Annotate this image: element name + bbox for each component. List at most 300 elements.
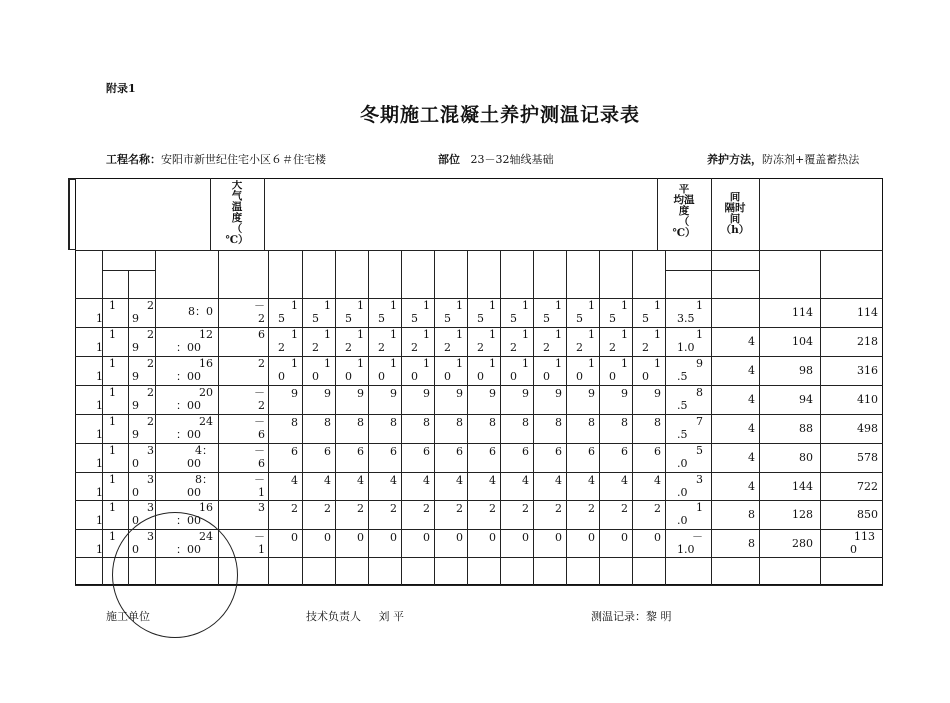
row-hole-top: 1 <box>390 299 397 312</box>
row-hole-bottom: 8 <box>456 416 463 429</box>
part-value: 23－32轴线基础 <box>470 153 554 166</box>
row-month-top: 1 <box>109 501 116 514</box>
row-maturity-this: 280 <box>792 538 813 550</box>
row-hole-4 <box>368 299 399 327</box>
row-air-temp-line: 3 <box>258 501 265 514</box>
row-hole-11 <box>599 357 630 385</box>
row-hole-top: 1 <box>357 357 364 370</box>
row-time-line: ：00 <box>176 428 201 441</box>
row-hole-bottom: 8 <box>423 416 430 429</box>
row-hole-bottom: 9 <box>390 387 397 400</box>
row-time <box>155 357 213 385</box>
row-month <box>82 444 128 472</box>
header-avg-temp-part: 平 <box>678 184 690 195</box>
header-day <box>128 278 155 292</box>
row-avg-temp <box>665 299 711 327</box>
row-avg-temp <box>665 530 711 557</box>
row-hole-4 <box>368 501 399 529</box>
row-hole-bottom: 9 <box>654 387 661 400</box>
row-hole-bottom: 6 <box>456 445 463 458</box>
row-hole-2 <box>302 473 333 500</box>
header-interval-part: 隔时 <box>724 202 746 214</box>
row-hole-9 <box>533 530 564 557</box>
row-hole-bottom: 9 <box>522 387 529 400</box>
row-hole-5 <box>401 530 432 557</box>
record-name: 黎 明 <box>646 610 672 623</box>
row-hole-3 <box>335 444 366 472</box>
project-info <box>106 151 326 167</box>
row-hole-bottom: 4 <box>357 474 364 487</box>
row-hole-top: 1 <box>555 299 562 312</box>
row-hole-bottom: 0 <box>642 370 649 383</box>
row-hole-2 <box>302 444 333 472</box>
row-day-top: 2 <box>147 357 154 370</box>
row-time <box>155 299 213 327</box>
row-hole-bottom: 0 <box>576 370 583 383</box>
row-hole-bottom: 2 <box>642 341 649 354</box>
header-avg-temp-part: 均温 <box>673 194 695 206</box>
project-label: 工程名称： <box>106 153 161 166</box>
row-hole-2 <box>302 501 333 529</box>
row-hole-bottom: 0 <box>278 370 285 383</box>
row-hole-bottom: 4 <box>555 474 562 487</box>
header-interval <box>711 192 759 250</box>
row-day-top: 2 <box>147 328 154 341</box>
row-day-top: 2 <box>147 415 154 428</box>
row-hole-bottom: 9 <box>489 387 496 400</box>
row-hole-8 <box>500 530 531 557</box>
row-day-bottom: 9 <box>132 341 139 354</box>
row-hole-7 <box>467 386 498 414</box>
row-hole-top: 1 <box>522 328 529 341</box>
row-hole-1 <box>268 357 300 385</box>
row-hole-10 <box>566 328 597 356</box>
row-hole-bottom: 9 <box>357 387 364 400</box>
row-hole-2 <box>302 530 333 557</box>
tech-name: 刘 平 <box>378 610 404 623</box>
header-interval-part: 间 <box>729 213 741 225</box>
record-label: 测温记录： <box>591 610 646 623</box>
hole-header-bottom-12 <box>638 273 665 285</box>
row-air-temp-line: － <box>254 415 265 428</box>
row-hole-4 <box>368 328 399 356</box>
row-maturity-this: 114 <box>792 307 813 319</box>
row-hole-bottom: 5 <box>576 312 583 325</box>
row-day-bottom: 0 <box>132 543 139 556</box>
row-month-top: 1 <box>109 415 116 428</box>
row-hole-bottom: 4 <box>621 474 628 487</box>
row-month <box>82 473 128 500</box>
row-hole-top: 1 <box>390 328 397 341</box>
row-air-temp <box>218 415 265 443</box>
row-time-line: 24 <box>199 530 213 543</box>
row-hole-2 <box>302 299 333 327</box>
row-time-line: 00 <box>187 457 201 470</box>
row-hole-top: 1 <box>291 357 298 370</box>
row-time <box>155 473 213 500</box>
page-title: 冬期施工混凝土养护测温记录表 <box>359 104 640 126</box>
row-hole-bottom: 6 <box>588 445 595 458</box>
row-hole-7 <box>467 473 498 500</box>
row-hole-top: 1 <box>423 328 430 341</box>
row-hole-bottom: 0 <box>411 370 418 383</box>
row-hole-bottom: 4 <box>390 474 397 487</box>
row-hole-bottom: 6 <box>555 445 562 458</box>
row-hole-bottom: 2 <box>609 341 616 354</box>
row-hole-bottom: 8 <box>390 416 397 429</box>
row-hole-2 <box>302 386 333 414</box>
row-hole-bottom: 4 <box>291 474 298 487</box>
row-month-bottom: 1 <box>96 457 103 470</box>
row-hole-top: 1 <box>390 357 397 370</box>
row-hole-top: 1 <box>654 357 661 370</box>
row-hole-12 <box>632 299 663 327</box>
row-hole-3 <box>335 357 366 385</box>
row-hole-6 <box>434 415 465 443</box>
row-hole-bottom: 9 <box>423 387 430 400</box>
row-month-top: 1 <box>109 444 116 457</box>
row-avg-bottom: 1.0 <box>677 341 695 354</box>
row-interval: 4 <box>748 394 755 406</box>
row-air-temp <box>218 328 265 356</box>
row-time-line: 00 <box>187 486 201 499</box>
row-month-top: 1 <box>109 530 116 543</box>
row-hole-bottom: 5 <box>278 312 285 325</box>
header-year <box>102 254 155 268</box>
header-month <box>102 278 128 292</box>
row-hole-3 <box>335 473 366 500</box>
row-time-line: 12 <box>199 328 213 341</box>
row-hole-bottom: 0 <box>357 531 364 544</box>
row-hole-bottom: 9 <box>291 387 298 400</box>
row-hole-5 <box>401 299 432 327</box>
row-interval: 8 <box>748 509 755 521</box>
hole-header-bottom-13 <box>671 273 711 285</box>
row-hole-3 <box>335 530 366 557</box>
row-avg-temp <box>665 473 711 500</box>
row-air-temp-line: － <box>254 299 265 312</box>
hole-header-bottom-7 <box>473 273 500 285</box>
row-interval: 8 <box>748 538 755 550</box>
row-hole-bottom: 0 <box>423 531 430 544</box>
row-interval: 4 <box>748 336 755 348</box>
row-hole-2 <box>302 357 333 385</box>
hole-header-bottom-4 <box>374 273 401 285</box>
row-maturity-total: 498 <box>857 423 878 435</box>
row-hole-bottom: 9 <box>456 387 463 400</box>
row-hole-9 <box>533 415 564 443</box>
row-avg-temp <box>665 415 711 443</box>
row-air-temp-line: 1 <box>258 486 265 499</box>
row-time-line: 16 <box>199 501 213 514</box>
header-air-temp <box>210 180 264 250</box>
row-time-line: 4： <box>195 444 213 457</box>
row-hole-12 <box>632 357 663 385</box>
header-air-temp-part: 温 <box>231 201 243 213</box>
row-hole-8 <box>500 501 531 529</box>
row-air-temp-line: 6 <box>258 457 265 470</box>
row-day-bottom: 0 <box>132 514 139 527</box>
header-cumulative <box>820 250 883 298</box>
row-time <box>155 444 213 472</box>
header-air-temp-part: ℃） <box>225 234 249 246</box>
row-hole-bottom: 8 <box>555 416 562 429</box>
row-hole-top: 1 <box>357 299 364 312</box>
row-avg-temp <box>665 357 711 385</box>
row-hole-bottom: 4 <box>489 474 496 487</box>
footer-tech <box>306 608 404 624</box>
row-hole-bottom: 8 <box>588 416 595 429</box>
row-day-bottom: 9 <box>132 399 139 412</box>
row-hole-bottom: 8 <box>654 416 661 429</box>
row-hole-bottom: 9 <box>588 387 595 400</box>
row-maturity-total: 218 <box>857 336 878 348</box>
row-hole-5 <box>401 501 432 529</box>
row-hole-bottom: 6 <box>489 445 496 458</box>
row-maturity-this: 104 <box>792 336 813 348</box>
row-hole-8 <box>500 444 531 472</box>
row-avg-bottom: .5 <box>677 399 688 412</box>
row-hole-8 <box>500 299 531 327</box>
row-hole-1 <box>268 386 300 414</box>
row-hole-11 <box>599 415 630 443</box>
row-day-top: 3 <box>147 444 154 457</box>
row-avg-top: 7 <box>696 415 703 428</box>
header-avg-temp-part: 度 <box>678 205 690 217</box>
row-hole-bottom: 4 <box>654 474 661 487</box>
row-hole-bottom: 5 <box>642 312 649 325</box>
row-day-bottom: 9 <box>132 428 139 441</box>
row-day <box>128 473 155 500</box>
row-hole-bottom: 0 <box>477 370 484 383</box>
row-hole-2 <box>302 328 333 356</box>
row-hole-bottom: 2 <box>576 341 583 354</box>
row-day-bottom: 0 <box>132 486 139 499</box>
row-month-top: 1 <box>109 328 116 341</box>
row-hole-9 <box>533 444 564 472</box>
row-day <box>128 299 155 327</box>
row-maturity-total <box>820 530 883 557</box>
row-month-top: 1 <box>109 299 116 312</box>
row-hole-5 <box>401 328 432 356</box>
row-hole-12 <box>632 530 663 557</box>
row-hole-bottom: 2 <box>345 341 352 354</box>
row-air-temp-line: － <box>254 386 265 399</box>
vline-body-16 <box>711 250 712 585</box>
row-hole-bottom: 5 <box>444 312 451 325</box>
row-hole-top: 1 <box>291 299 298 312</box>
row-air-temp <box>218 299 265 327</box>
row-hole-1 <box>268 444 300 472</box>
row-hole-1 <box>268 328 300 356</box>
row-hole-9 <box>533 357 564 385</box>
row-hole-bottom: 8 <box>357 416 364 429</box>
row-hole-4 <box>368 415 399 443</box>
method-info <box>707 151 859 167</box>
row-hole-4 <box>368 444 399 472</box>
row-hole-bottom: 8 <box>489 416 496 429</box>
row-day-bottom: 9 <box>132 370 139 383</box>
row-hole-top: 1 <box>423 299 430 312</box>
vline-body-17 <box>759 250 760 585</box>
row-hole-12 <box>632 444 663 472</box>
row-maturity-total: 114 <box>857 307 878 319</box>
row-hole-3 <box>335 415 366 443</box>
row-month-bottom: 1 <box>96 428 103 441</box>
row-hole-bottom: 4 <box>522 474 529 487</box>
row-month-bottom: 1 <box>96 486 103 499</box>
row-hole-bottom: 0 <box>345 370 352 383</box>
appendix-label: 附录1 <box>106 82 136 95</box>
row-hole-top: 1 <box>555 357 562 370</box>
part-label: 部位 <box>438 153 460 166</box>
row-air-temp <box>218 501 265 529</box>
row-hole-10 <box>566 386 597 414</box>
row-hole-top: 1 <box>357 328 364 341</box>
row-hole-6 <box>434 444 465 472</box>
row-air-temp-line: 6 <box>258 328 265 341</box>
row-month-bottom: 1 <box>96 543 103 556</box>
row-hole-bottom: 8 <box>324 416 331 429</box>
row-hole-8 <box>500 357 531 385</box>
row-hole-top: 1 <box>456 299 463 312</box>
row-hole-bottom: 8 <box>522 416 529 429</box>
row-avg-bottom: .0 <box>677 486 688 499</box>
row-hole-bottom: 6 <box>291 445 298 458</box>
row-maturity-total: 578 <box>857 452 878 464</box>
hole-header-bottom-11 <box>605 273 632 285</box>
row-time-line: ：00 <box>176 341 201 354</box>
row-hole-8 <box>500 386 531 414</box>
row-hole-11 <box>599 473 630 500</box>
row-hole-bottom: 0 <box>621 531 628 544</box>
row-time-line: 8：0 <box>188 305 213 318</box>
row-air-temp <box>218 444 265 472</box>
row-time <box>155 386 213 414</box>
row-hole-8 <box>500 473 531 500</box>
header-air-temp-part: 气 <box>231 190 243 202</box>
row-hole-bottom: 0 <box>390 531 397 544</box>
header-time <box>68 178 210 250</box>
row-hole-top: 1 <box>324 357 331 370</box>
row-hole-10 <box>566 444 597 472</box>
row-hole-7 <box>467 501 498 529</box>
row-hole-bottom: 5 <box>411 312 418 325</box>
row-hole-bottom: 0 <box>489 531 496 544</box>
row-hole-6 <box>434 530 465 557</box>
row-hole-6 <box>434 386 465 414</box>
row-hole-6 <box>434 473 465 500</box>
row-hole-bottom: 4 <box>588 474 595 487</box>
hole-header-bottom-6 <box>440 273 467 285</box>
row-interval: 4 <box>748 423 755 435</box>
row-air-temp-line: 2 <box>258 357 265 370</box>
row-hole-top: 1 <box>423 357 430 370</box>
row-hole-bottom: 0 <box>312 370 319 383</box>
row-air-temp-line: 6 <box>258 428 265 441</box>
row-hole-3 <box>335 328 366 356</box>
row-day <box>128 444 155 472</box>
header-avg-temp-part: ℃） <box>672 227 696 239</box>
row-hole-bottom: 6 <box>390 445 397 458</box>
row-hole-bottom: 2 <box>411 341 418 354</box>
row-hole-bottom: 9 <box>555 387 562 400</box>
row-hole-bottom: 6 <box>621 445 628 458</box>
row-hole-bottom: 2 <box>522 502 529 515</box>
row-hole-bottom: 6 <box>654 445 661 458</box>
row-avg-top: 1 <box>696 328 703 341</box>
row-avg-top: 8 <box>696 386 703 399</box>
header-air-temp-part: （ <box>231 223 243 235</box>
row-hole-top: 1 <box>456 328 463 341</box>
row-hole-bottom: 9 <box>621 387 628 400</box>
row-time <box>155 328 213 356</box>
row-maturity-this: 144 <box>792 481 813 493</box>
row-hole-3 <box>335 386 366 414</box>
row-hole-2 <box>302 415 333 443</box>
row-time-line: ：00 <box>176 514 201 527</box>
row-hole-7 <box>467 530 498 557</box>
header-interval-part: （h） <box>720 224 750 236</box>
row-hole-11 <box>599 501 630 529</box>
row-hole-top: 1 <box>588 328 595 341</box>
row-hole-10 <box>566 501 597 529</box>
project-value: 安阳市新世纪住宅小区６＃住宅楼 <box>161 153 326 166</box>
row-avg-bottom: .0 <box>677 457 688 470</box>
row-avg-top: 3 <box>696 473 703 486</box>
row-month-bottom: 1 <box>96 341 103 354</box>
row-hole-bottom: 2 <box>278 341 285 354</box>
row-time-line: 8： <box>195 473 213 486</box>
header-holes <box>264 178 657 250</box>
row-hole-9 <box>533 328 564 356</box>
row-hole-bottom: 8 <box>621 416 628 429</box>
row-total-bottom: 0 <box>850 543 857 556</box>
row-hole-12 <box>632 415 663 443</box>
row-hole-11 <box>599 386 630 414</box>
row-hole-bottom: 4 <box>456 474 463 487</box>
row-month-bottom: 1 <box>96 312 103 325</box>
row-hole-10 <box>566 415 597 443</box>
row-hole-4 <box>368 386 399 414</box>
row-hole-9 <box>533 501 564 529</box>
row-avg-top: 5 <box>696 444 703 457</box>
row-hole-7 <box>467 328 498 356</box>
row-hole-9 <box>533 386 564 414</box>
hole-header-bottom-10 <box>572 273 599 285</box>
row-avg-bottom: 1.0 <box>677 543 695 556</box>
row-hole-bottom: 9 <box>324 387 331 400</box>
row-hole-bottom: 6 <box>522 445 529 458</box>
row-hole-bottom: 0 <box>378 370 385 383</box>
row-hole-bottom: 2 <box>510 341 517 354</box>
row-hole-9 <box>533 473 564 500</box>
row-maturity-total: 410 <box>857 394 878 406</box>
row-hole-top: 1 <box>621 357 628 370</box>
row-total-top: 113 <box>854 530 875 543</box>
row-hole-bottom: 5 <box>378 312 385 325</box>
row-hole-bottom: 0 <box>609 370 616 383</box>
row-interval: 4 <box>748 452 755 464</box>
row-hole-top: 1 <box>291 328 298 341</box>
row-hole-11 <box>599 530 630 557</box>
row-hole-12 <box>632 501 663 529</box>
row-hole-8 <box>500 328 531 356</box>
row-day-top: 3 <box>147 530 154 543</box>
row-month-bottom: 1 <box>96 370 103 383</box>
row-hole-1 <box>268 530 300 557</box>
row-hole-bottom: 0 <box>510 370 517 383</box>
